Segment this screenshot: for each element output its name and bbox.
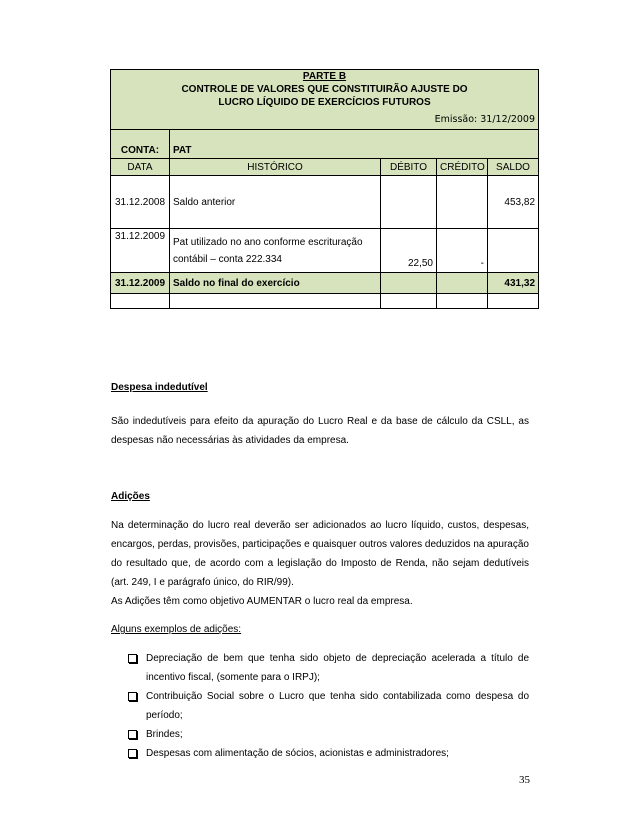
checkbox-bullet-icon xyxy=(128,692,137,701)
row-history: Saldo anterior xyxy=(170,176,381,229)
col-header-data: DATA xyxy=(111,159,170,176)
row-history-line1: Pat utilizado no ano conforme escrituração xyxy=(173,236,363,248)
table-title-line2: CONTROLE DE VALORES QUE CONSTITUIRÃO AJUSTE DO xyxy=(181,84,468,95)
list-item xyxy=(125,725,529,744)
table-row xyxy=(111,176,539,229)
row-credit xyxy=(437,176,488,229)
adicoes-objective: As Adições têm como objetivo AUMENTAR o lucro real da empresa. xyxy=(111,596,413,607)
blank-cell xyxy=(170,130,539,143)
row-saldo: 453,82 xyxy=(488,176,539,229)
ledger-table xyxy=(110,69,539,309)
despesa-heading: Despesa indedutível xyxy=(111,382,208,393)
col-header-saldo: SALDO xyxy=(488,159,539,176)
col-header-credito: CRÉDITO xyxy=(437,159,488,176)
row-saldo xyxy=(488,229,539,273)
table-title xyxy=(111,70,539,110)
total-saldo: 431,32 xyxy=(488,273,539,294)
total-credit xyxy=(437,273,488,294)
list-item-text: Depreciação de bem que tenha sido objeto de depreciação acelerada a título de incentivo fiscal, (somente para o IRPJ); xyxy=(146,653,529,683)
row-date: 31.12.2008 xyxy=(111,176,170,229)
checkbox-bullet-icon xyxy=(128,654,137,663)
table-title-part: PARTE B xyxy=(302,71,347,82)
adicoes-heading: Adições xyxy=(111,491,150,502)
col-header-historico: HISTÓRICO xyxy=(170,159,381,176)
total-history: Saldo no final do exercício xyxy=(170,273,381,294)
adicoes-paragraph: Na determinação do lucro real deverão ser adicionados ao lucro líquido, custos, despesas, encargos, perdas, provisões, participações e quaisquer outros valores deduzidos na apuração do resultado que, de acordo com a legislação do Imposto de Renda, não sejam dedutíveis (art. 249, I e parágrafo único, do RIR/99). xyxy=(111,520,529,588)
list-item-text: Contribuição Social sobre o Lucro que tenha sido contabilizada como despesa do período; xyxy=(146,691,529,721)
examples-heading: Alguns exemplos de adições: xyxy=(111,624,242,635)
emission-date: Emissão: 31/12/2009 xyxy=(111,109,539,130)
conta-label: CONTA: xyxy=(111,142,170,159)
list-item xyxy=(125,649,529,687)
row-debit: 22,50 xyxy=(381,229,437,273)
row-history xyxy=(170,229,381,273)
row-history-line2: contábil – conta 222.334 xyxy=(173,253,282,265)
blank-cell xyxy=(111,294,170,309)
list-item-text: Despesas com alimentação de sócios, acionistas e administradores; xyxy=(146,748,449,759)
blank-cell xyxy=(437,294,488,309)
examples-list xyxy=(125,649,529,763)
total-debit xyxy=(381,273,437,294)
blank-cell xyxy=(381,294,437,309)
row-debit xyxy=(381,176,437,229)
conta-value: PAT xyxy=(170,142,539,159)
table-title-line3: LUCRO LÍQUIDO DE EXERCÍCIOS FUTUROS xyxy=(218,97,431,108)
blank-cell xyxy=(111,130,170,143)
row-credit: - xyxy=(437,229,488,273)
list-item xyxy=(125,744,529,763)
checkbox-bullet-icon xyxy=(128,730,137,739)
blank-cell xyxy=(170,294,381,309)
col-header-debito: DÉBITO xyxy=(381,159,437,176)
list-item-text: Brindes; xyxy=(146,729,183,740)
page-number: 35 xyxy=(519,774,530,786)
total-date: 31.12.2009 xyxy=(111,273,170,294)
checkbox-bullet-icon xyxy=(128,749,137,758)
despesa-paragraph: São indedutíveis para efeito da apuração do Lucro Real e da base de cálculo da CSLL, as despesas não necessárias às atividades da empresa. xyxy=(111,416,529,446)
row-date: 31.12.2009 xyxy=(111,229,170,273)
list-item xyxy=(125,687,529,725)
total-row xyxy=(111,273,539,294)
blank-cell xyxy=(488,294,539,309)
table-row xyxy=(111,229,539,273)
